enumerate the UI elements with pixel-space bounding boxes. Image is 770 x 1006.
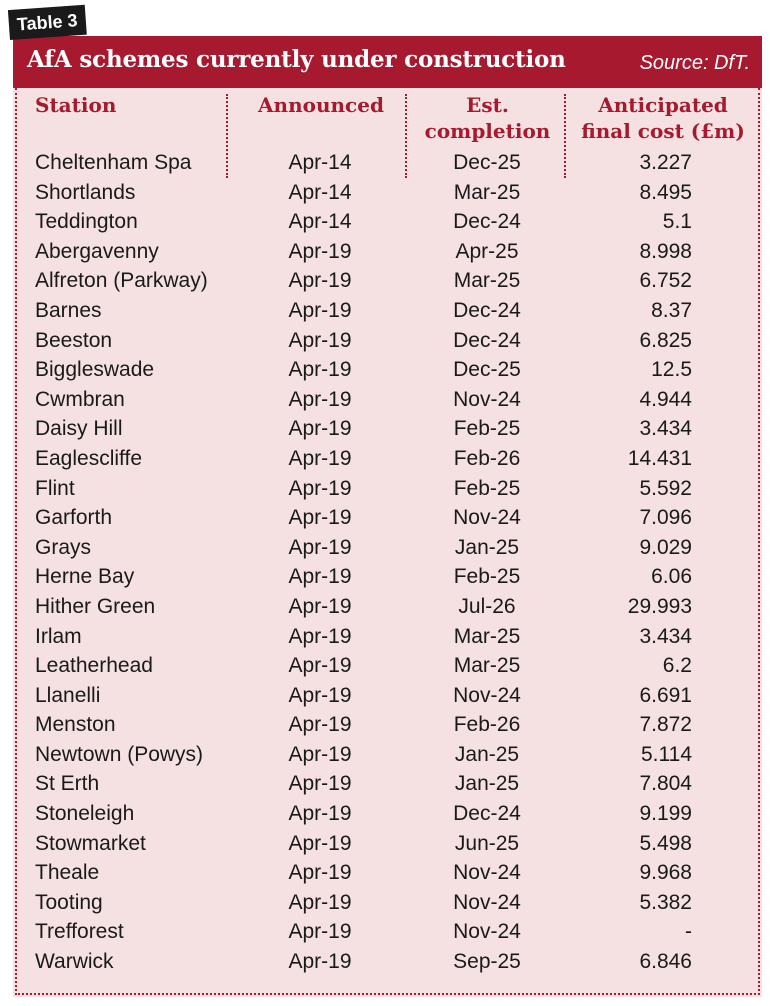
cost-cell: 14.431	[627, 446, 692, 470]
cost-cell: 29.993	[627, 594, 692, 618]
cost-cell: 6.752	[639, 269, 692, 293]
cost-cell: 9.968	[639, 861, 692, 885]
cost-cell: 7.872	[639, 713, 692, 737]
station-cell: Warwick	[35, 950, 114, 974]
table-header-bar	[13, 36, 762, 88]
cost-cell: 5.382	[639, 890, 692, 914]
table-row	[13, 740, 762, 770]
completion-cell: Sep-25	[453, 950, 521, 974]
column-header-cost-line1: Anticipated	[598, 93, 728, 117]
station-cell: Tooting	[35, 890, 103, 914]
announced-cell: Apr-19	[288, 239, 352, 263]
cost-cell: 9.199	[639, 802, 692, 826]
station-cell: Beeston	[35, 328, 113, 352]
station-cell: Alfreton (Parkway)	[35, 269, 208, 293]
table-number-tag: Table 3	[8, 5, 87, 40]
table-row	[13, 474, 762, 504]
completion-cell: Nov-24	[453, 683, 521, 707]
announced-cell: Apr-19	[288, 298, 352, 322]
table-row	[13, 592, 762, 622]
announced-cell: Apr-19	[288, 683, 352, 707]
station-cell: St Erth	[35, 772, 100, 796]
table-row	[13, 178, 762, 208]
column-header-station: Station	[35, 93, 117, 117]
cost-cell: 8.998	[639, 239, 692, 263]
announced-cell: Apr-19	[288, 387, 352, 411]
station-cell: Hither Green	[35, 594, 156, 618]
cost-cell: 3.434	[639, 417, 692, 441]
table-row	[13, 355, 762, 385]
completion-cell: Feb-25	[453, 476, 521, 500]
cost-cell: 4.944	[639, 387, 692, 411]
table-row	[13, 858, 762, 888]
completion-cell: Dec-24	[453, 298, 521, 322]
table-row	[13, 710, 762, 740]
station-cell: Trefforest	[35, 920, 124, 944]
table-row	[13, 503, 762, 533]
table-row	[13, 651, 762, 681]
column-header-est-completion-line1: Est.	[466, 93, 509, 117]
station-cell: Herne Bay	[35, 565, 135, 589]
completion-cell: Feb-25	[453, 417, 521, 441]
station-cell: Theale	[35, 861, 100, 885]
completion-cell: Dec-24	[453, 802, 521, 826]
source-note: Source: DfT.	[639, 52, 750, 74]
completion-cell: Dec-24	[453, 328, 521, 352]
completion-cell: Apr-25	[455, 239, 519, 263]
cost-cell: 5.1	[662, 210, 692, 234]
cost-cell: 7.804	[639, 772, 692, 796]
completion-cell: Nov-24	[453, 920, 521, 944]
table-row	[13, 237, 762, 267]
station-cell: Daisy Hill	[35, 417, 123, 441]
table-row	[13, 681, 762, 711]
announced-cell: Apr-19	[288, 535, 352, 559]
station-cell: Cheltenham Spa	[35, 151, 192, 174]
announced-cell: Apr-19	[288, 950, 352, 974]
announced-cell: Apr-19	[288, 772, 352, 796]
station-cell: Flint	[35, 476, 75, 500]
announced-cell: Apr-19	[288, 358, 352, 382]
table-row	[13, 888, 762, 918]
completion-cell: Jun-25	[454, 831, 520, 855]
completion-cell: Nov-24	[453, 387, 521, 411]
table-row	[13, 622, 762, 652]
completion-cell: Jan-25	[454, 535, 520, 559]
announced-cell: Apr-19	[288, 713, 352, 737]
completion-cell: Jan-25	[454, 772, 520, 796]
announced-cell: Apr-19	[288, 920, 352, 944]
cost-cell: 12.5	[651, 358, 692, 382]
column-header-cost-line2: final cost (£m)	[581, 119, 745, 143]
cost-cell: 6.06	[651, 565, 692, 589]
cost-cell: 8.495	[639, 180, 692, 204]
table-row	[13, 326, 762, 356]
table-row	[13, 296, 762, 326]
cost-cell: 6.691	[639, 683, 692, 707]
column-header-est-completion-line2: completion	[424, 119, 551, 143]
cost-cell: 3.434	[639, 624, 692, 648]
cost-cell: 5.592	[639, 476, 692, 500]
cost-cell: 6.825	[639, 328, 692, 352]
station-cell: Teddington	[35, 210, 138, 234]
cost-cell: 6.846	[639, 950, 692, 974]
station-cell: Eaglescliffe	[35, 446, 143, 470]
announced-cell: Apr-19	[288, 506, 352, 530]
completion-cell: Feb-26	[453, 713, 521, 737]
table-row	[13, 829, 762, 859]
announced-cell: Apr-19	[288, 269, 352, 293]
table-panel	[13, 36, 762, 997]
table-row	[13, 947, 762, 977]
announced-cell: Apr-19	[288, 594, 352, 618]
announced-cell: Apr-14	[288, 210, 352, 234]
table-row	[13, 207, 762, 237]
station-cell: Irlam	[35, 624, 82, 648]
station-cell: Newtown (Powys)	[35, 742, 204, 766]
column-header-est-completion	[409, 92, 566, 144]
cost-cell: 3.227	[639, 151, 692, 174]
station-cell: Leatherhead	[35, 654, 153, 678]
station-cell: Shortlands	[35, 180, 136, 204]
table-row	[13, 769, 762, 799]
table-title: AfA schemes currently under construction	[27, 46, 566, 73]
cost-cell: 9.029	[639, 535, 692, 559]
table-row	[13, 385, 762, 415]
table-row	[13, 266, 762, 296]
announced-cell: Apr-14	[288, 180, 352, 204]
completion-cell: Mar-25	[453, 269, 521, 293]
table-body	[13, 148, 762, 977]
table-row	[13, 444, 762, 474]
station-cell: Menston	[35, 713, 116, 737]
table-row	[13, 917, 762, 947]
table-row	[13, 562, 762, 592]
cost-cell: 7.096	[639, 506, 692, 530]
completion-cell: Jul-26	[458, 594, 516, 618]
completion-cell: Dec-25	[453, 151, 521, 174]
announced-cell: Apr-19	[288, 417, 352, 441]
column-header-cost	[573, 92, 753, 144]
station-cell: Barnes	[35, 298, 102, 322]
announced-cell: Apr-19	[288, 890, 352, 914]
station-cell: Stowmarket	[35, 831, 146, 855]
station-cell: Llanelli	[35, 683, 101, 707]
cost-cell: 5.114	[641, 742, 692, 766]
table-row	[13, 148, 762, 178]
cost-cell: 8.37	[651, 298, 692, 322]
completion-cell: Jan-25	[454, 742, 520, 766]
completion-cell: Feb-26	[453, 446, 521, 470]
announced-cell: Apr-19	[288, 624, 352, 648]
announced-cell: Apr-19	[288, 861, 352, 885]
announced-cell: Apr-19	[288, 831, 352, 855]
completion-cell: Nov-24	[453, 890, 521, 914]
cost-cell: 6.2	[662, 654, 692, 678]
table-row	[13, 533, 762, 563]
station-cell: Cwmbran	[35, 387, 125, 411]
completion-cell: Nov-24	[453, 506, 521, 530]
announced-cell: Apr-19	[288, 328, 352, 352]
announced-cell: Apr-19	[288, 802, 352, 826]
station-cell: Abergavenny	[35, 239, 159, 263]
cost-cell: 5.498	[639, 831, 692, 855]
announced-cell: Apr-19	[288, 742, 352, 766]
completion-cell: Dec-25	[453, 358, 521, 382]
station-cell: Biggleswade	[35, 358, 155, 382]
station-cell: Grays	[35, 535, 92, 559]
station-cell: Garforth	[35, 506, 113, 530]
completion-cell: Mar-25	[453, 180, 521, 204]
table-row	[13, 414, 762, 444]
completion-cell: Dec-24	[453, 210, 521, 234]
bottom-border	[15, 993, 760, 995]
completion-cell: Nov-24	[453, 861, 521, 885]
announced-cell: Apr-14	[288, 151, 352, 174]
announced-cell: Apr-19	[288, 476, 352, 500]
completion-cell: Feb-25	[453, 565, 521, 589]
completion-cell: Mar-25	[453, 654, 521, 678]
cost-cell: -	[685, 920, 692, 944]
table-row	[13, 799, 762, 829]
announced-cell: Apr-19	[288, 654, 352, 678]
announced-cell: Apr-19	[288, 446, 352, 470]
announced-cell: Apr-19	[288, 565, 352, 589]
column-header-announced: Announced	[258, 93, 384, 117]
station-cell: Stoneleigh	[35, 802, 135, 826]
completion-cell: Mar-25	[453, 624, 521, 648]
